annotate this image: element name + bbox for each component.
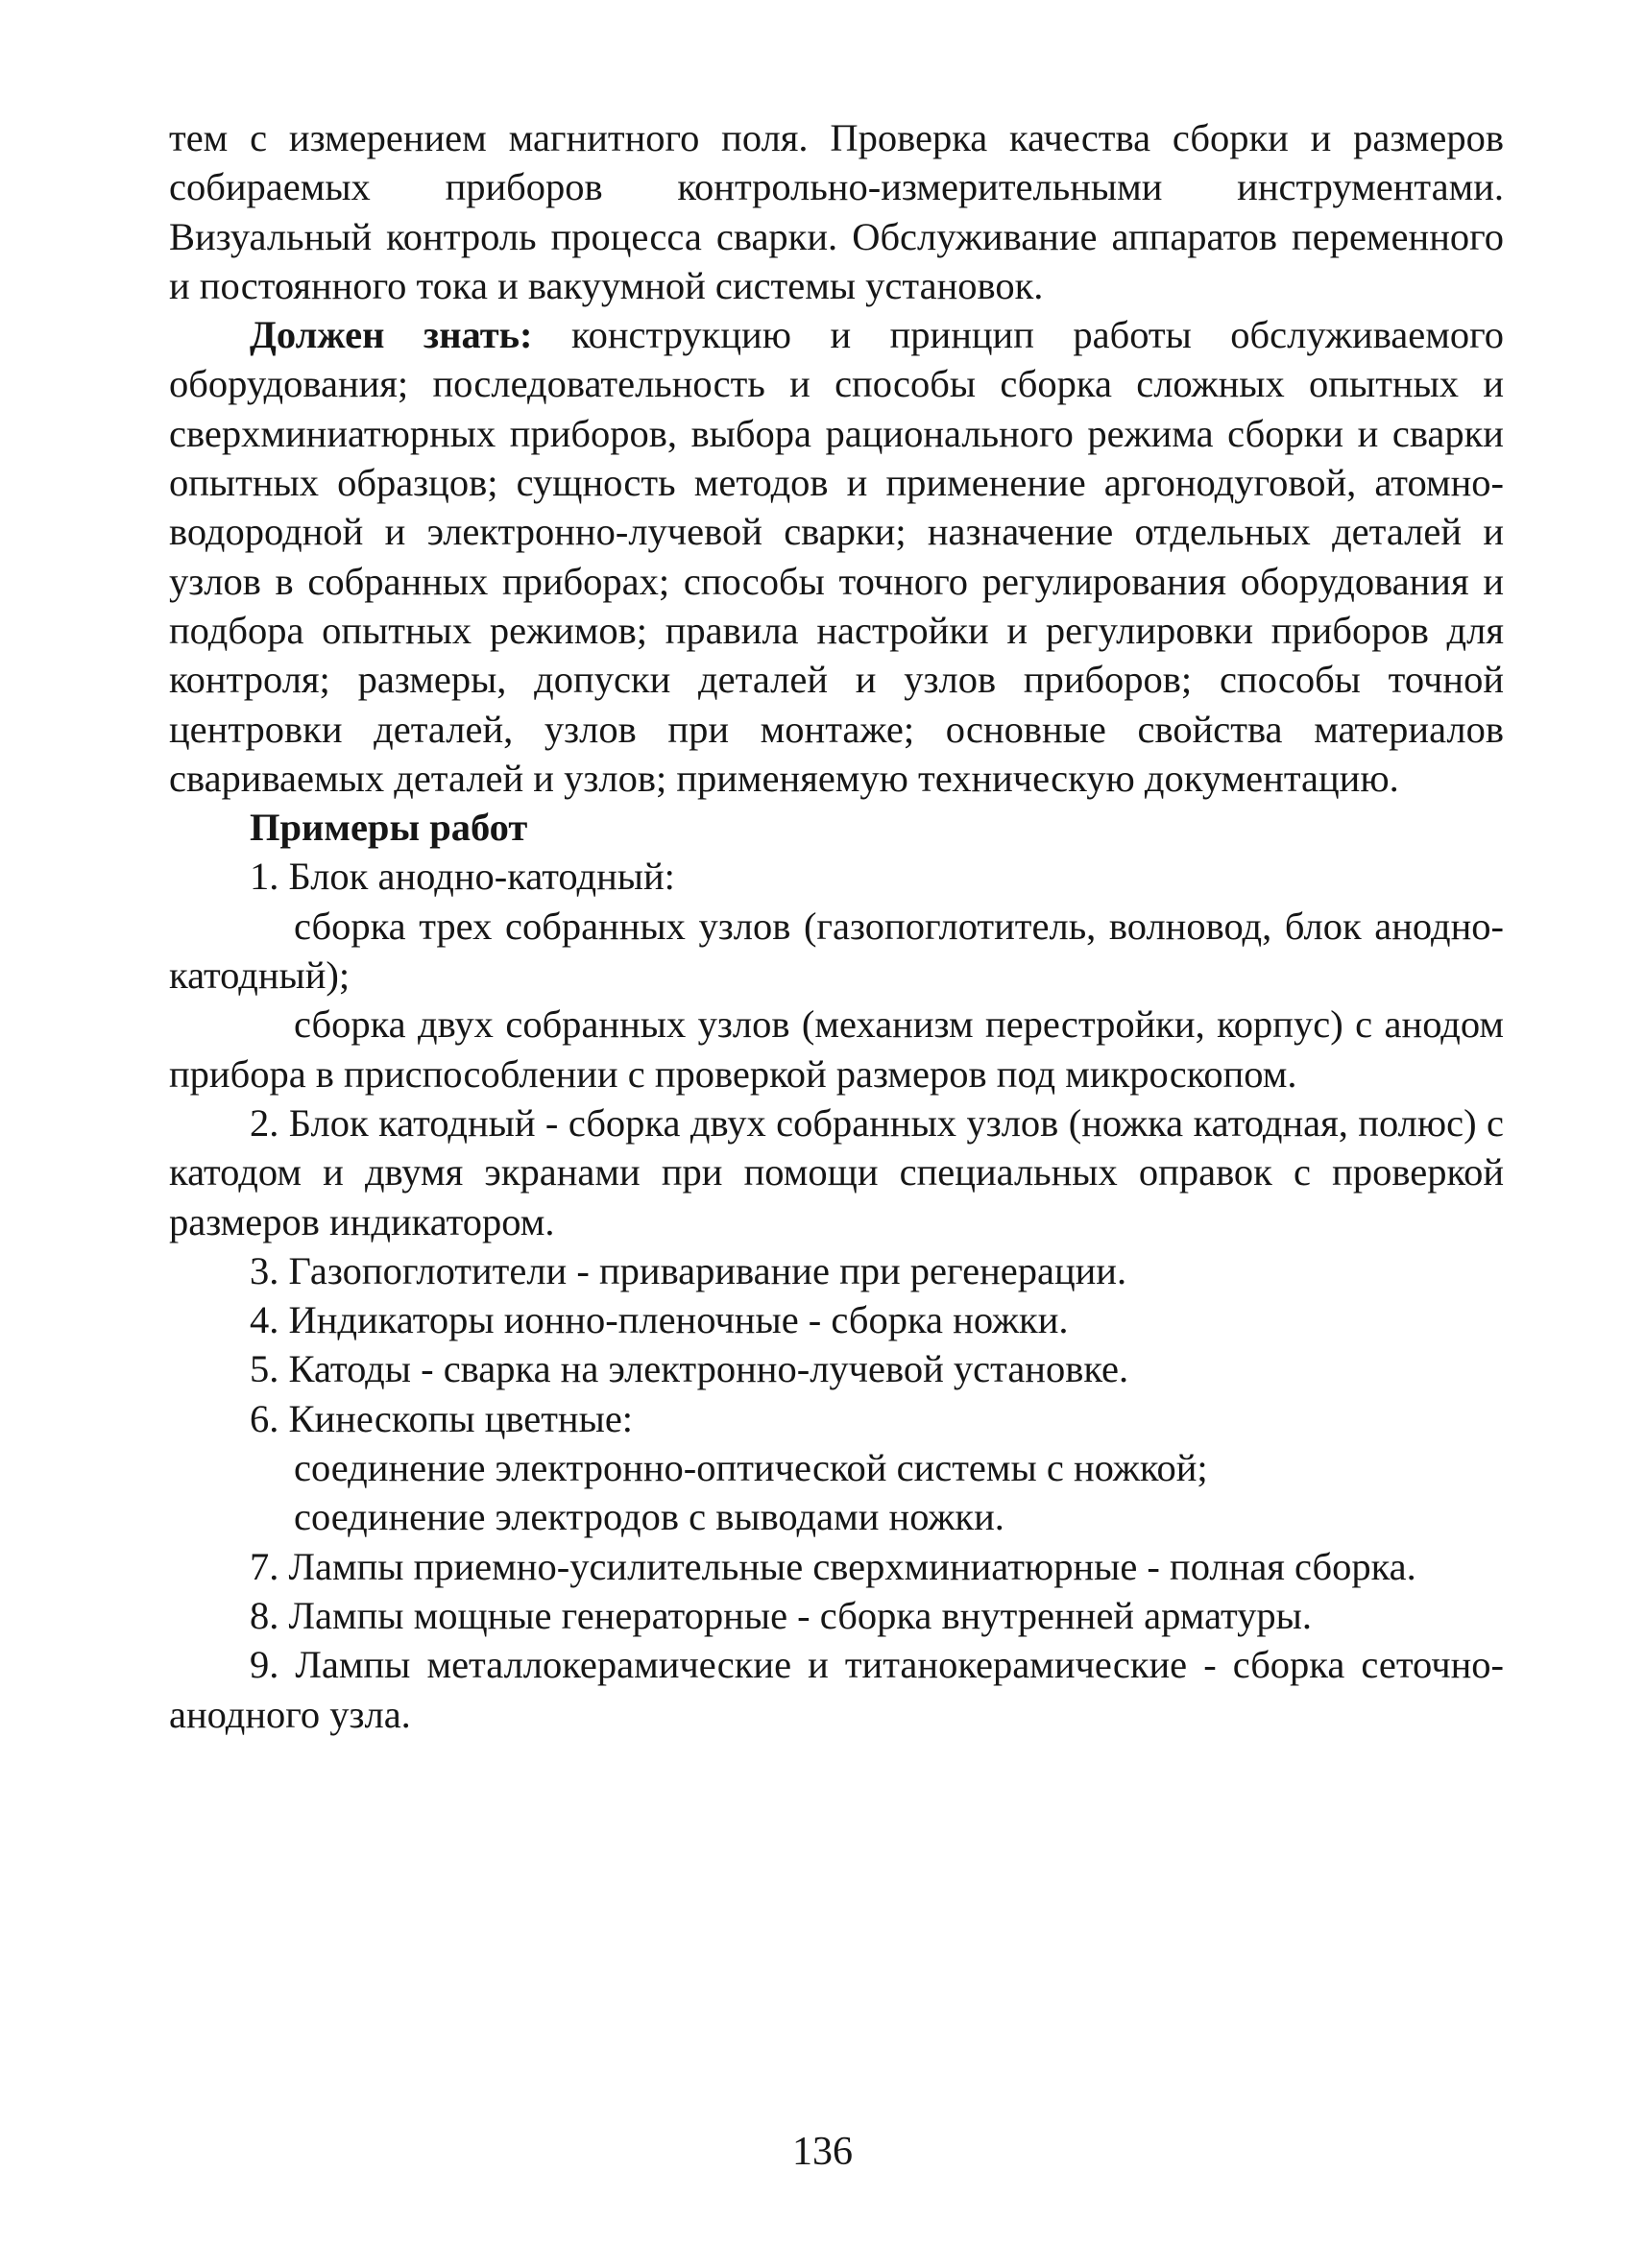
example-item-4: 4. Индикаторы ионно-пленочные - сборка ножки. [250, 1298, 1069, 1342]
example-item-2: 2. Блок катодный - сборка двух собранных узлов (ножка катодная, полюс) с катодом и двумя экранами при помощи специальных оправок с проверкой размеров индикатором. [169, 1100, 1504, 1243]
example-item-9: 9. Лампы металлокерамические и титанокерамические - сборка сеточно-анодного узла. [169, 1643, 1504, 1736]
examples-heading: Примеры работ [250, 806, 528, 850]
example-item-3: 3. Газопоглотители - приваривание при регенерации. [250, 1248, 1127, 1292]
example-item-1-sub-2: сборка двух собранных узлов (механизм перестройки, корпус) с анодом прибора в приспособлении с проверкой размеров под микроскопом. [169, 1002, 1504, 1096]
must-know-text: конструкцию и принцип работы обслуживаемого оборудования; последовательность и способы сборка сложных опытных и сверхминиатюрных приборов, выбора рационального режима сборки и сварки опытных образцов; сущность методов и применение аргонодуговой, атомно-водородной и электронно-лучевой сварки; назначение отдельных деталей и узлов в собранных приборах; способы точного регулирования оборудования и подбора опытных режимов; правила настройки и регулировки приборов для контроля; размеры, допуски деталей и узлов приборов; способы точной центровки деталей, узлов при монтаже; основные свойства материалов свариваемых деталей и узлов; применяемую техническую документацию. [169, 313, 1504, 800]
example-item-1-title: 1. Блок анодно-катодный: [250, 855, 675, 899]
example-item-1-sub-1: сборка трех собранных узлов (газопоглотитель, волновод, блок анодно-катодный); [169, 904, 1504, 998]
example-item-6-sub-2: соединение электродов с выводами ножки. [294, 1495, 1004, 1539]
page-number: 136 [792, 2130, 853, 2174]
document-page [169, 113, 1504, 1739]
example-item-6-title: 6. Кинескопы цветные: [250, 1396, 634, 1440]
example-item-5: 5. Катоды - сварка на электронно-лучевой установке. [250, 1347, 1129, 1391]
example-item-8: 8. Лампы мощные генераторные - сборка внутренней арматуры. [250, 1593, 1312, 1637]
example-item-7: 7. Лампы приемно-усилительные сверхминиатюрные - полная сборка. [250, 1544, 1416, 1588]
intro-paragraph: тем с измерением магнитного поля. Проверка качества сборки и размеров собираемых приборов контрольно-измерительными инструментами. Визуальный контроль процесса сварки. Обслуживание аппаратов переменного и постоянного тока и вакуумной системы установок. [169, 116, 1504, 307]
must-know-paragraph [169, 310, 1504, 803]
must-know-label: Должен знать: [250, 313, 533, 357]
example-item-6-sub-1: соединение электронно-оптической системы с ножкой; [294, 1446, 1208, 1490]
